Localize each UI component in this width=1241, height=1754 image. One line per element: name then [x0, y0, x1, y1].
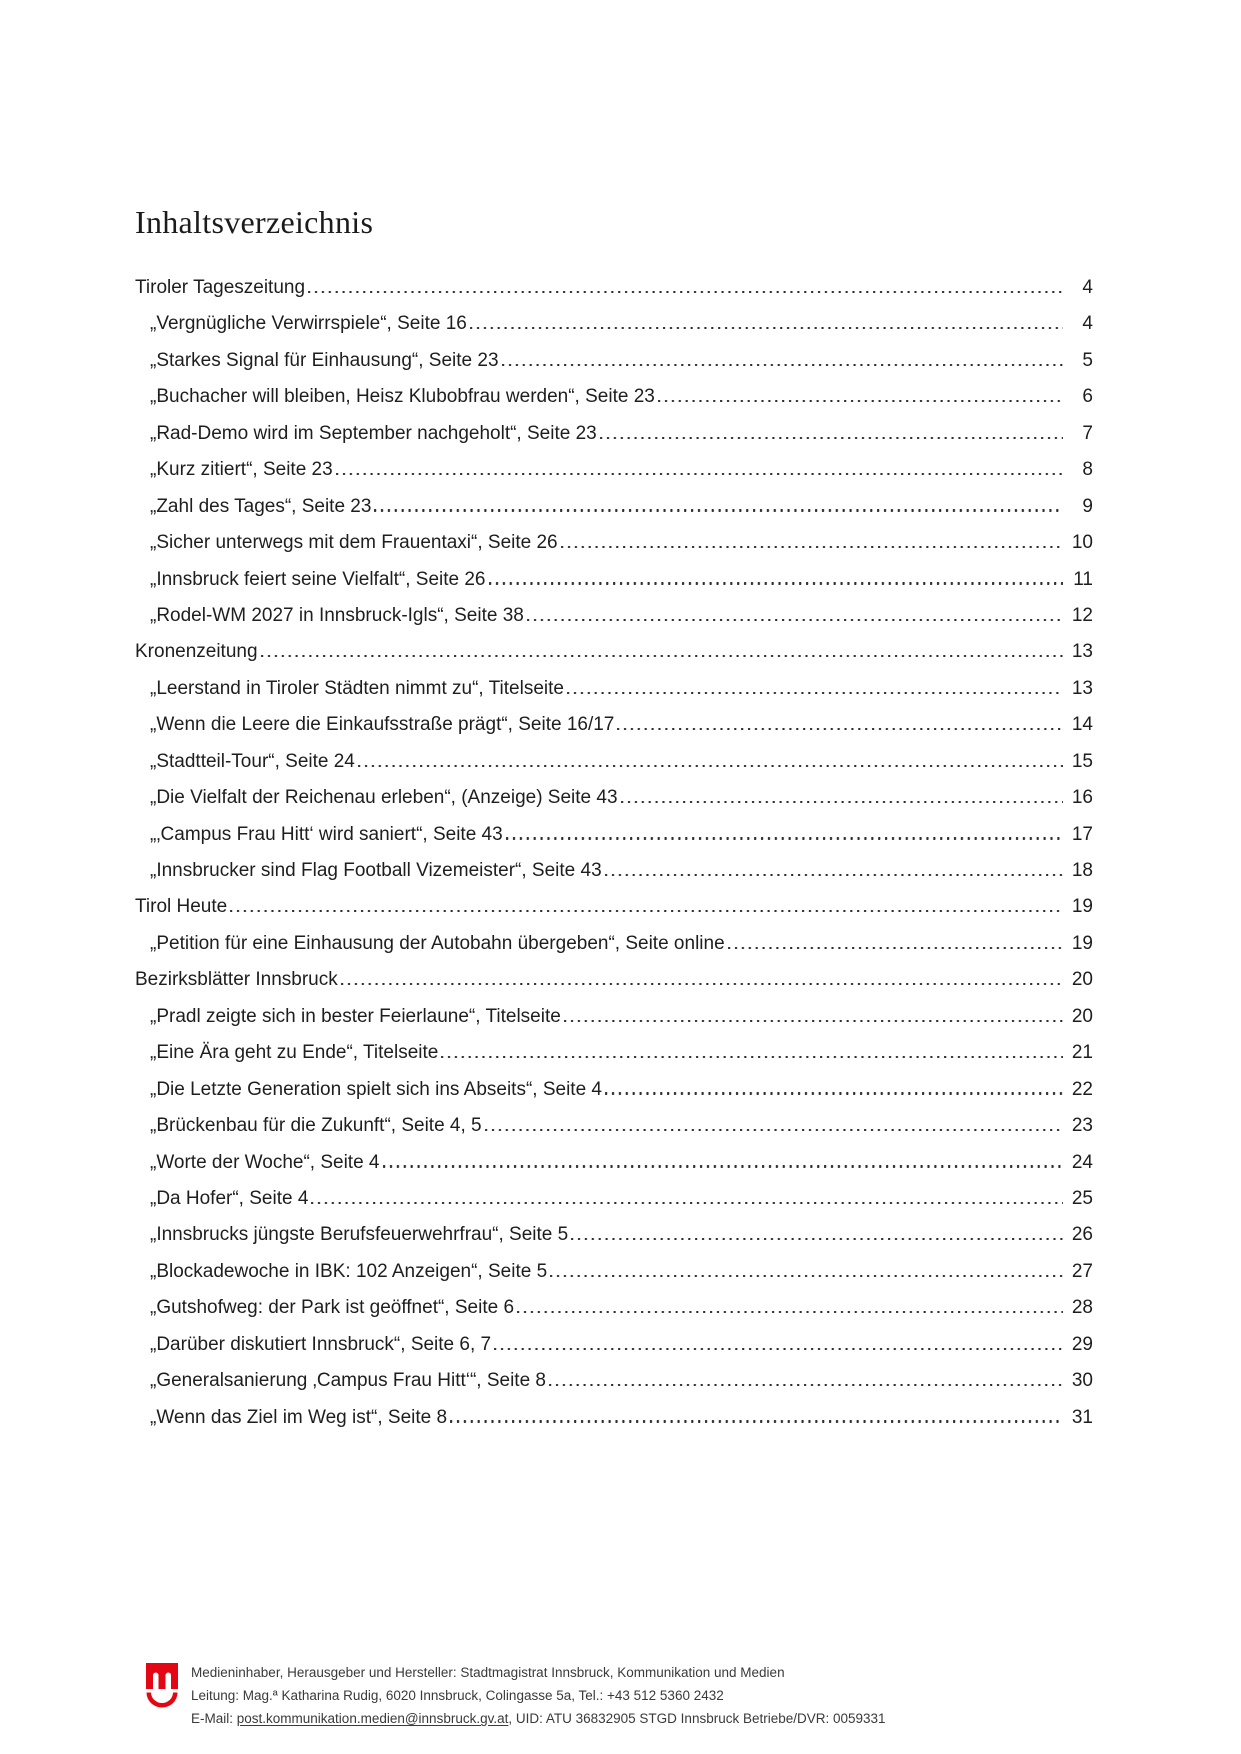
toc-page-number: 9 — [1082, 495, 1093, 517]
toc-page-number: 19 — [1071, 896, 1093, 918]
toc-entry[interactable] — [135, 744, 1093, 780]
toc-entry-label: „Stadtteil-Tour“, Seite 24 — [150, 750, 355, 772]
page-footer — [146, 1661, 886, 1730]
toc-dot-leader — [527, 619, 1063, 621]
toc-page-number: 14 — [1071, 714, 1093, 736]
footer-email-prefix: E-Mail: — [191, 1711, 237, 1726]
toc-entry[interactable] — [135, 1327, 1093, 1363]
toc-entry-label: „Leerstand in Tiroler Städten nimmt zu“, Titelseite — [150, 677, 564, 699]
footer-line-email-uid — [191, 1707, 886, 1730]
footer-text-block — [191, 1661, 886, 1730]
toc-dot-leader — [470, 327, 1063, 329]
toc-entry[interactable] — [135, 1363, 1093, 1399]
toc-dot-leader — [485, 1129, 1063, 1131]
toc-entry[interactable] — [135, 270, 1093, 306]
toc-entry[interactable] — [135, 1108, 1093, 1144]
toc-page-number: 23 — [1071, 1115, 1093, 1137]
toc-entry[interactable] — [135, 562, 1093, 598]
toc-dot-leader — [489, 582, 1064, 584]
toc-entry[interactable] — [135, 1072, 1093, 1108]
toc-entry-label: „Wenn die Leere die Einkaufsstraße prägt“, Seite 16/17 — [150, 714, 615, 736]
toc-dot-leader — [336, 473, 1063, 475]
toc-dot-leader — [341, 983, 1063, 985]
toc-entry-label: „Blockadewoche in IBK: 102 Anzeigen“, Seite 5 — [150, 1260, 548, 1282]
toc-entry[interactable] — [135, 1035, 1093, 1071]
toc-page-number: 11 — [1073, 568, 1093, 590]
toc-page-number: 5 — [1082, 349, 1093, 371]
toc-page-number: 18 — [1071, 860, 1093, 881]
toc-page-number: 29 — [1071, 1333, 1093, 1355]
toc-page-number: 20 — [1071, 1005, 1093, 1027]
toc-page-number: 26 — [1071, 1224, 1093, 1246]
toc-page-number: 31 — [1071, 1406, 1093, 1428]
toc-page-number: 28 — [1071, 1297, 1093, 1319]
toc-entry[interactable] — [135, 707, 1093, 743]
footer-email-link[interactable]: post.kommunikation.medien@innsbruck.gv.at — [236, 1711, 509, 1726]
toc-entry-label: „Rodel-WM 2027 in Innsbruck-Igls“, Seite 38 — [150, 604, 524, 626]
toc-entry-label: „Petition für eine Einhausung der Autobahn übergeben“, Seite online — [150, 932, 725, 954]
toc-dot-leader — [564, 1020, 1063, 1022]
toc-entry-label: Tiroler Tageszeitung — [135, 277, 306, 298]
toc-entry-label: „Darüber diskutiert Innsbruck“, Seite 6, 7 — [150, 1333, 492, 1355]
toc-dot-leader — [494, 1348, 1063, 1350]
footer-line-publisher: Medieninhaber, Herausgeber und Hersteller: Stadtmagistrat Innsbruck, Kommunikation und Medien — [191, 1665, 785, 1680]
toc-entry[interactable] — [135, 1290, 1093, 1326]
toc-entry[interactable] — [135, 525, 1093, 561]
toc-page-number: 4 — [1082, 313, 1093, 335]
toc-entry-label: „Worte der Woche“, Seite 4 — [150, 1151, 380, 1173]
toc-entry-label: „Wenn das Ziel im Weg ist“, Seite 8 — [150, 1406, 448, 1428]
toc-entry-label: „Buchacher will bleiben, Heisz Klubobfrau werden“, Seite 23 — [150, 386, 655, 408]
toc-entry[interactable] — [135, 379, 1093, 415]
toc-entry-label: „Rad-Demo wird im September nachgeholt“, Seite 23 — [150, 422, 597, 444]
toc-dot-leader — [374, 509, 1063, 511]
toc-entry-label: „Eine Ära geht zu Ende“, Titelseite — [150, 1042, 439, 1064]
toc-dot-leader — [549, 1384, 1063, 1386]
toc-dot-leader — [658, 400, 1063, 402]
toc-page-number: 16 — [1071, 787, 1093, 809]
toc-entry-label: Tirol Heute — [135, 896, 228, 918]
toc-entry[interactable] — [135, 889, 1093, 925]
toc-page-number: 4 — [1082, 277, 1093, 298]
toc-entry[interactable] — [135, 343, 1093, 379]
toc-dot-leader — [728, 947, 1063, 949]
toc-page-number: 19 — [1071, 932, 1093, 954]
toc-page-number: 13 — [1071, 677, 1093, 699]
toc-entry[interactable] — [135, 999, 1093, 1035]
toc-entry-label: „Da Hofer“, Seite 4 — [150, 1187, 309, 1209]
toc-entry-label: „Die Vielfalt der Reichenau erleben“, (Anzeige) Seite 43 — [150, 787, 618, 809]
toc-dot-leader — [621, 801, 1063, 803]
toc-entry[interactable] — [135, 780, 1093, 816]
toc-page-number: 15 — [1071, 750, 1093, 772]
toc-list — [135, 270, 1093, 1436]
toc-page-number: 21 — [1071, 1042, 1093, 1064]
toc-dot-leader — [441, 1056, 1063, 1058]
toc-entry[interactable] — [135, 817, 1093, 853]
toc-entry-label: „Gutshofweg: der Park ist geöffnet“, Seite 6 — [150, 1297, 515, 1319]
toc-entry-label: „Innsbruck feiert seine Vielfalt“, Seite 26 — [150, 568, 486, 590]
toc-entry[interactable] — [135, 452, 1093, 488]
toc-entry[interactable] — [135, 1181, 1093, 1217]
toc-dot-leader — [561, 546, 1063, 548]
toc-entry[interactable] — [135, 1254, 1093, 1290]
toc-entry[interactable] — [135, 926, 1093, 962]
toc-entry-label: „Sicher unterwegs mit dem Frauentaxi“, Seite 26 — [150, 532, 558, 554]
toc-entry-label: „Zahl des Tages“, Seite 23 — [150, 495, 372, 517]
toc-entry-label: „Generalsanierung ‚Campus Frau Hitt‘“, Seite 8 — [150, 1370, 547, 1392]
toc-dot-leader — [605, 1092, 1063, 1094]
toc-entry[interactable] — [135, 634, 1093, 670]
footer-uid-suffix: , UID: ATU 36832905 STGD Innsbruck Betriebe/DVR: 0059331 — [508, 1711, 886, 1726]
toc-entry[interactable] — [135, 489, 1093, 525]
toc-dot-leader — [550, 1275, 1063, 1277]
toc-dot-leader — [617, 728, 1063, 730]
toc-page-number: 6 — [1082, 386, 1093, 408]
toc-dot-leader — [506, 837, 1063, 839]
toc-entry-label: „Starkes Signal für Einhausung“, Seite 23 — [150, 349, 499, 371]
toc-page-number: 25 — [1071, 1187, 1093, 1209]
toc-dot-leader — [502, 364, 1063, 366]
toc-page-number: 24 — [1071, 1151, 1093, 1173]
toc-entry[interactable] — [135, 306, 1093, 342]
toc-entry-label: „Die Letzte Generation spielt sich ins Abseits“, Seite 4 — [150, 1078, 603, 1100]
toc-page-number: 7 — [1082, 422, 1093, 444]
toc-page-number: 30 — [1071, 1370, 1093, 1392]
toc-entry-label: „Brückenbau für die Zukunft“, Seite 4, 5 — [150, 1115, 482, 1137]
toc-page-number: 17 — [1071, 823, 1093, 845]
innsbruck-city-logo-icon — [146, 1663, 178, 1713]
toc-dot-leader — [308, 291, 1063, 293]
toc-page-number: 20 — [1071, 969, 1093, 991]
toc-entry[interactable] — [135, 598, 1093, 634]
toc-entry[interactable] — [135, 671, 1093, 707]
toc-page-number: 27 — [1071, 1260, 1093, 1282]
toc-entry-label: „Pradl zeigte sich in bester Feierlaune“, Titelseite — [150, 1005, 561, 1027]
toc-entry[interactable] — [135, 962, 1093, 998]
toc-entry-label: „Kurz zitiert“, Seite 23 — [150, 459, 333, 481]
toc-entry-label: Kronenzeitung — [135, 641, 258, 663]
toc-entry[interactable] — [135, 1217, 1093, 1253]
toc-dot-leader — [517, 1311, 1063, 1313]
toc-dot-leader — [567, 692, 1063, 694]
toc-dot-leader — [261, 655, 1063, 657]
toc-entry-label: „Innsbrucker sind Flag Football Vizemeister“, Seite 43 — [150, 860, 602, 881]
toc-entry[interactable] — [135, 853, 1093, 889]
toc-dot-leader — [450, 1420, 1063, 1422]
toc-entry-label: Bezirksblätter Innsbruck — [135, 969, 338, 991]
toc-dot-leader — [230, 910, 1063, 912]
toc-dot-leader — [311, 1202, 1063, 1204]
toc-page-number: 13 — [1071, 641, 1093, 663]
toc-dot-leader — [358, 765, 1063, 767]
toc-entry-label: „‚Campus Frau Hitt‘ wird saniert“, Seite 43 — [150, 823, 503, 845]
toc-dot-leader — [571, 1238, 1063, 1240]
page-title: Inhaltsverzeichnis — [135, 204, 374, 240]
toc-dot-leader — [600, 437, 1063, 439]
toc-page-number: 10 — [1071, 532, 1093, 554]
toc-entry[interactable] — [135, 1145, 1093, 1181]
footer-line-contact: Leitung: Mag.ª Katharina Rudig, 6020 Innsbruck, Colingasse 5a, Tel.: +43 512 5360 2432 — [191, 1688, 724, 1703]
toc-entry-label: „Vergnügliche Verwirrspiele“, Seite 16 — [150, 313, 467, 335]
toc-page-number: 8 — [1082, 459, 1093, 481]
toc-dot-leader — [605, 874, 1063, 876]
toc-entry[interactable] — [135, 1400, 1093, 1436]
toc-page-number: 12 — [1071, 604, 1093, 626]
toc-dot-leader — [383, 1165, 1063, 1167]
toc-entry[interactable] — [135, 416, 1093, 452]
toc-page-number: 22 — [1071, 1078, 1093, 1100]
toc-entry-label: „Innsbrucks jüngste Berufsfeuerwehrfrau“, Seite 5 — [150, 1224, 569, 1246]
